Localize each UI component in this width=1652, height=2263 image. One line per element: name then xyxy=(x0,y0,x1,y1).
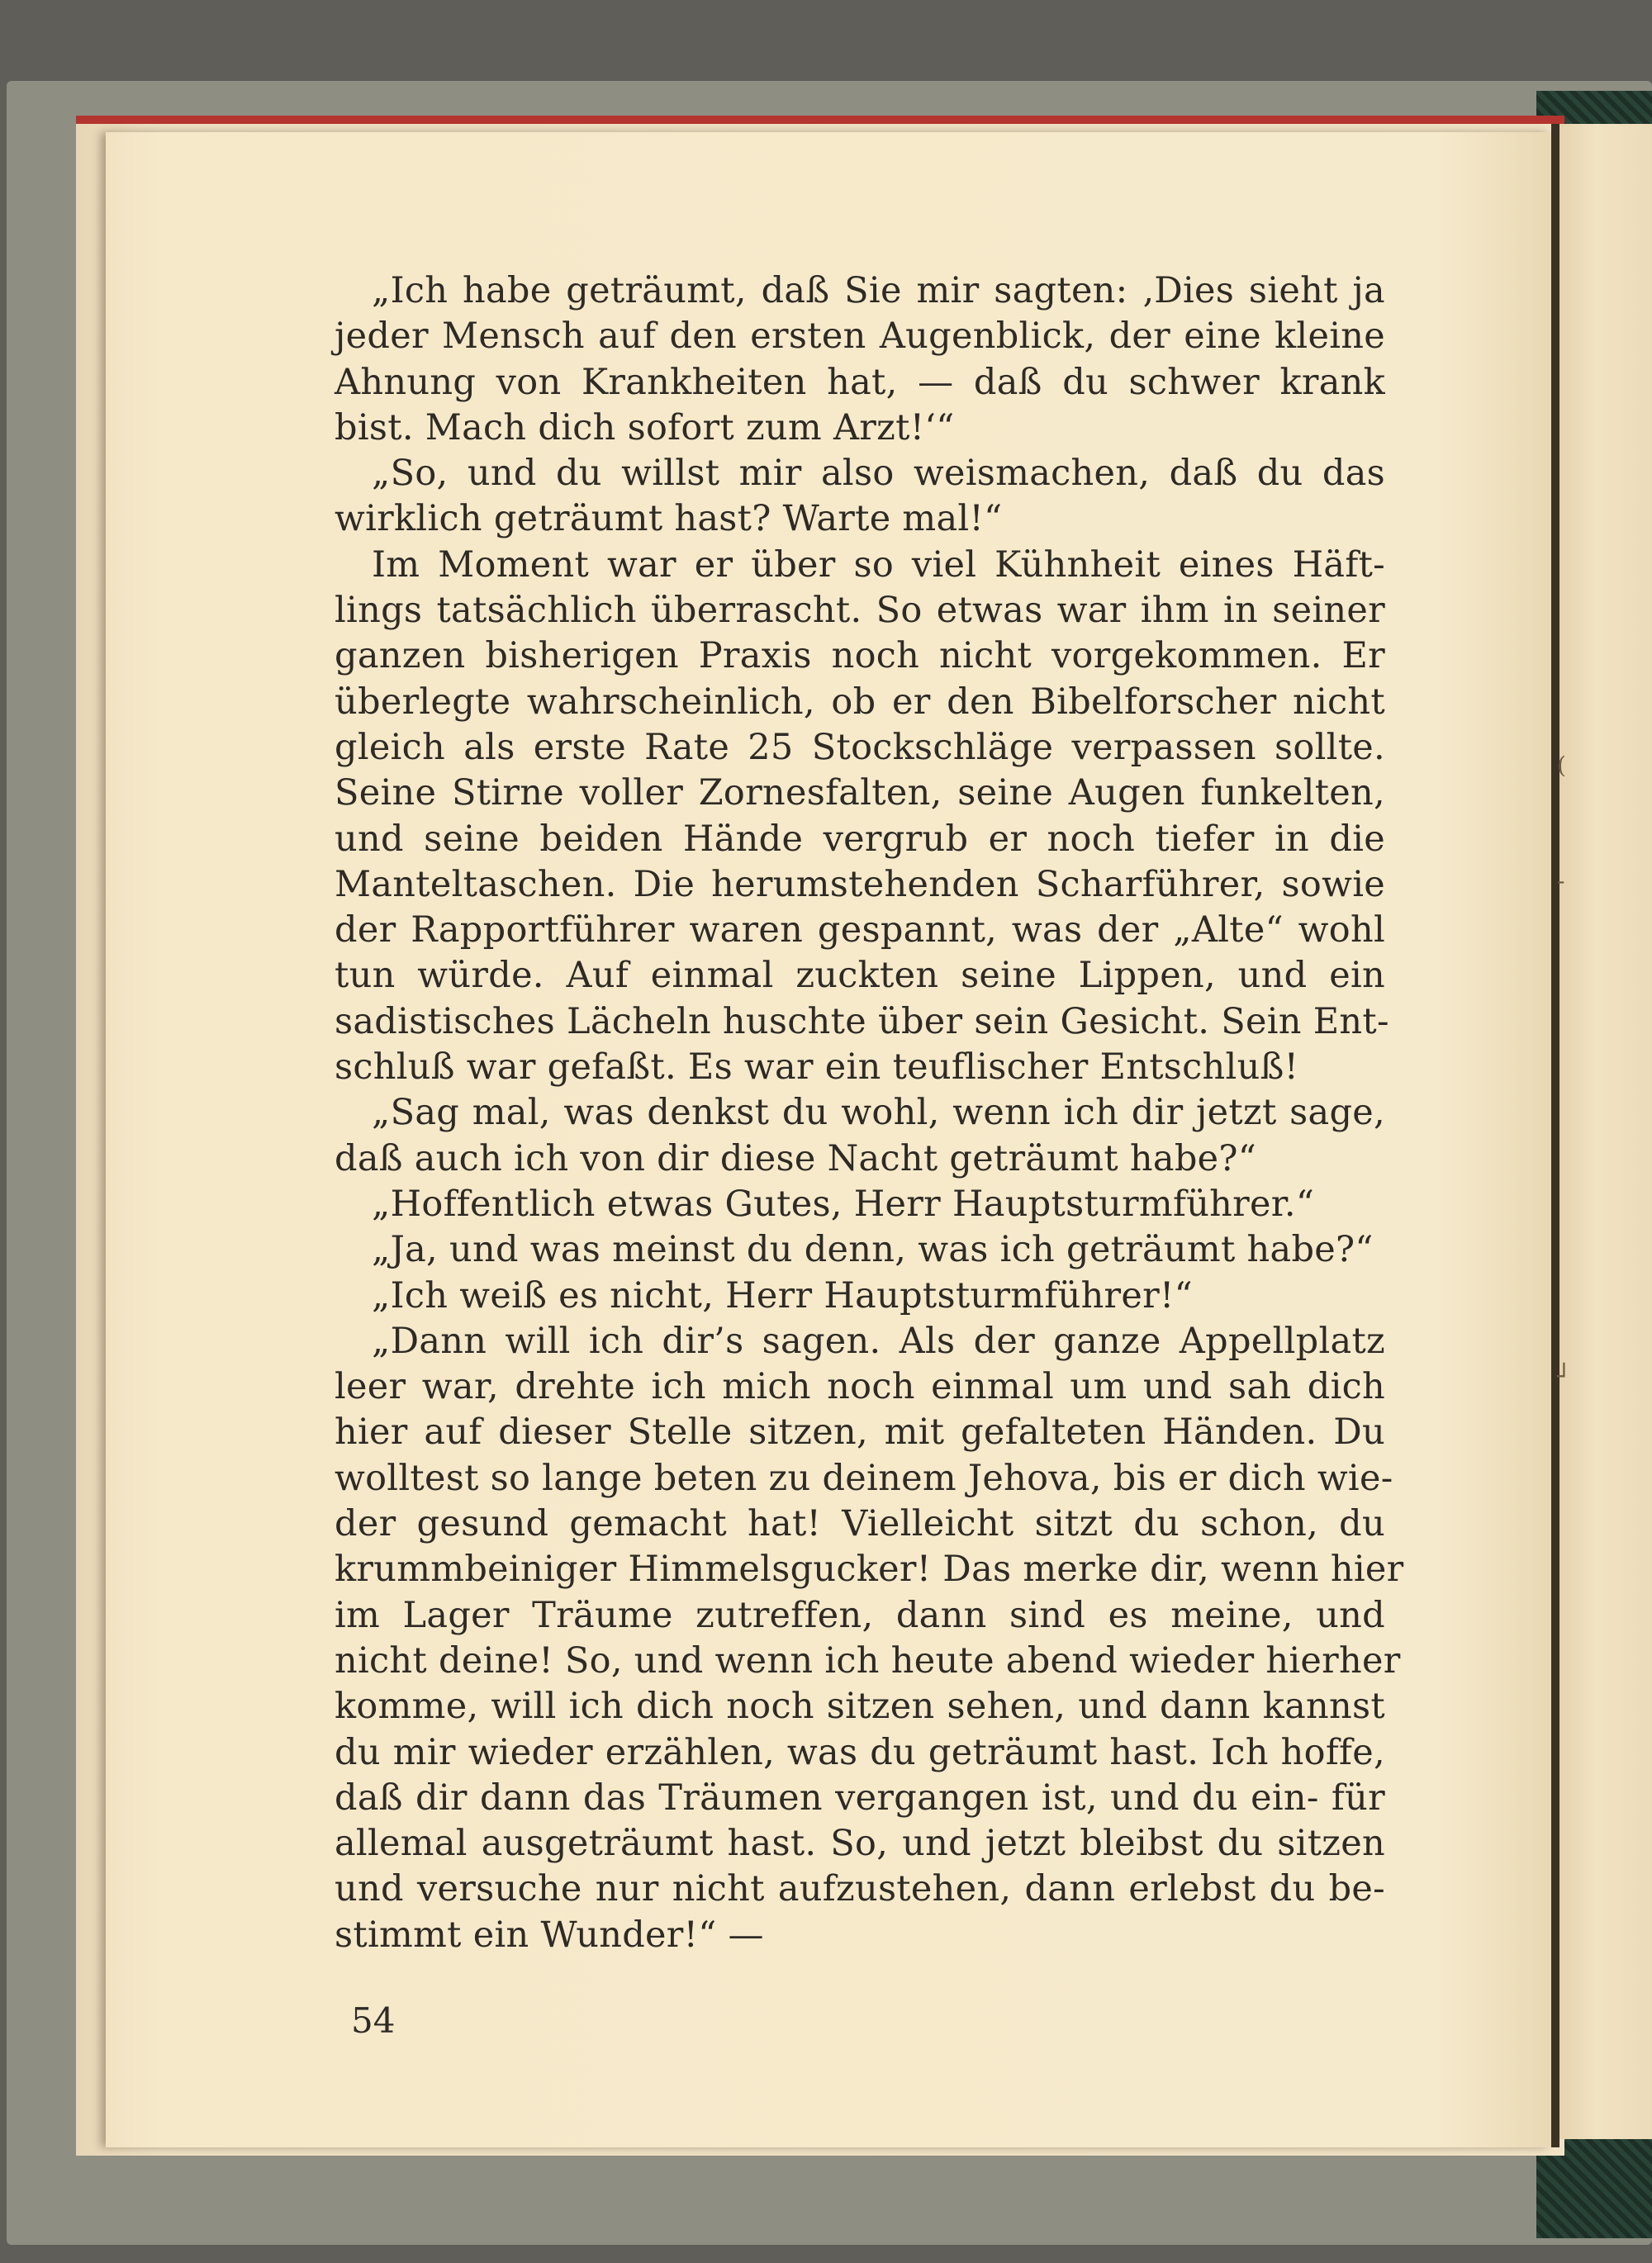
text-line: der Rapportführer waren gespannt, was der „Alte“ wohl xyxy=(335,909,1385,951)
text-line: schluß war gefaßt. Es war ein teuflischer Entschluß! xyxy=(335,1046,1299,1089)
paragraph xyxy=(335,451,1385,543)
text-line: wolltest so lange beten zu deinem Jehova, bis er dich wie- xyxy=(335,1457,1393,1499)
paragraph xyxy=(335,1319,1404,1958)
text-line: tun würde. Auf einmal zuckten seine Lippen, und ein xyxy=(335,955,1385,997)
text-line: lings tatsächlich überrascht. So etwas war ihm in seiner xyxy=(335,590,1385,632)
text-line: und seine beiden Hände vergrub er noch tiefer in die xyxy=(335,818,1385,860)
text-line: hier auf dieser Stelle sitzen, mit gefalteten Händen. Du xyxy=(335,1411,1385,1454)
text-line: wirklich geträumt hast? Warte mal!“ xyxy=(335,498,1003,540)
text-line: Im Moment war er über so viel Kühnheit eines Häft- xyxy=(372,543,1385,586)
page-text-block xyxy=(335,268,1404,1958)
text-line: der gesund gemacht hat! Vielleicht sitzt du schon, du xyxy=(335,1503,1385,1545)
text-line: „Ja, und was meinst du denn, was ich geträumt habe?“ xyxy=(372,1229,1374,1271)
text-line: stimmt ein Wunder!“ — xyxy=(335,1914,764,1956)
paragraph xyxy=(335,268,1385,451)
text-line: sadistisches Lächeln huschte über sein Gesicht. Sein Ent- xyxy=(335,1000,1389,1042)
paragraph xyxy=(335,1227,1385,1273)
paragraph xyxy=(335,1090,1385,1182)
facing-page-mark: - xyxy=(1557,867,1565,894)
text-line: allemal ausgeträumt hast. So, und jetzt bleibst du sitzen xyxy=(335,1823,1385,1865)
text-line: „Ich habe geträumt, daß Sie mir sagten: ‚Dies sieht ja xyxy=(372,270,1385,311)
text-line: „Dann will ich dir’s sagen. Als der ganze Appellplatz xyxy=(372,1320,1385,1362)
facing-page-edge xyxy=(1559,124,1652,2139)
text-line: jeder Mensch auf den ersten Augenblick, der eine kleine xyxy=(335,315,1385,358)
text-line: und versuche nur nicht aufzustehen, dann erlebst du be- xyxy=(335,1868,1385,1910)
text-line: krummbeiniger Himmelsgucker! Das merke dir, wenn hier xyxy=(335,1549,1404,1591)
page-number: 54 xyxy=(351,2000,396,2041)
text-line: leer war, drehte ich mich noch einmal um und sah dich xyxy=(335,1366,1385,1408)
text-line: daß dir dann das Träumen vergangen ist, und du ein- für xyxy=(335,1777,1385,1819)
paragraph xyxy=(335,1274,1385,1319)
facing-page-mark: ( xyxy=(1557,752,1566,779)
text-line: nicht deine! So, und wenn ich heute abend wieder hierher xyxy=(335,1639,1401,1682)
text-line: „Ich weiß es nicht, Herr Hauptsturmführer!“ xyxy=(372,1274,1193,1317)
text-line: „So, und du willst mir also weismachen, daß du das xyxy=(372,453,1385,495)
text-line: Seine Stirne voller Zornesfalten, seine Augen funkelten, xyxy=(335,772,1385,814)
page-gutter xyxy=(1551,124,1559,2147)
paragraph xyxy=(335,1182,1385,1227)
text-line: Ahnung von Krankheiten hat, — daß du schwer krank xyxy=(335,361,1385,403)
text-line: daß auch ich von dir diese Nacht geträumt habe?“ xyxy=(335,1137,1257,1179)
text-line: du mir wieder erzählen, was du geträumt hast. Ich hoffe, xyxy=(335,1731,1385,1773)
text-line: bist. Mach dich sofort zum Arzt!‘“ xyxy=(335,406,955,448)
text-line: ganzen bisherigen Praxis noch nicht vorgekommen. Er xyxy=(335,635,1385,677)
paragraph xyxy=(335,543,1389,1091)
facing-page-mark: ┘ xyxy=(1557,1363,1571,1390)
text-line: überlegte wahrscheinlich, ob er den Bibelforscher nicht xyxy=(335,681,1385,723)
text-line: Manteltaschen. Die herumstehenden Scharführer, sowie xyxy=(335,863,1385,905)
text-line: komme, will ich dich noch sitzen sehen, und dann kannst xyxy=(335,1686,1385,1728)
text-line: im Lager Träume zutreffen, dann sind es meine, und xyxy=(335,1594,1385,1636)
text-line: „Hoffentlich etwas Gutes, Herr Hauptsturmführer.“ xyxy=(372,1183,1315,1225)
text-line: gleich als erste Rate 25 Stockschläge verpassen sollte. xyxy=(335,726,1385,768)
text-line: „Sag mal, was denkst du wohl, wenn ich dir jetzt sage, xyxy=(372,1092,1385,1134)
